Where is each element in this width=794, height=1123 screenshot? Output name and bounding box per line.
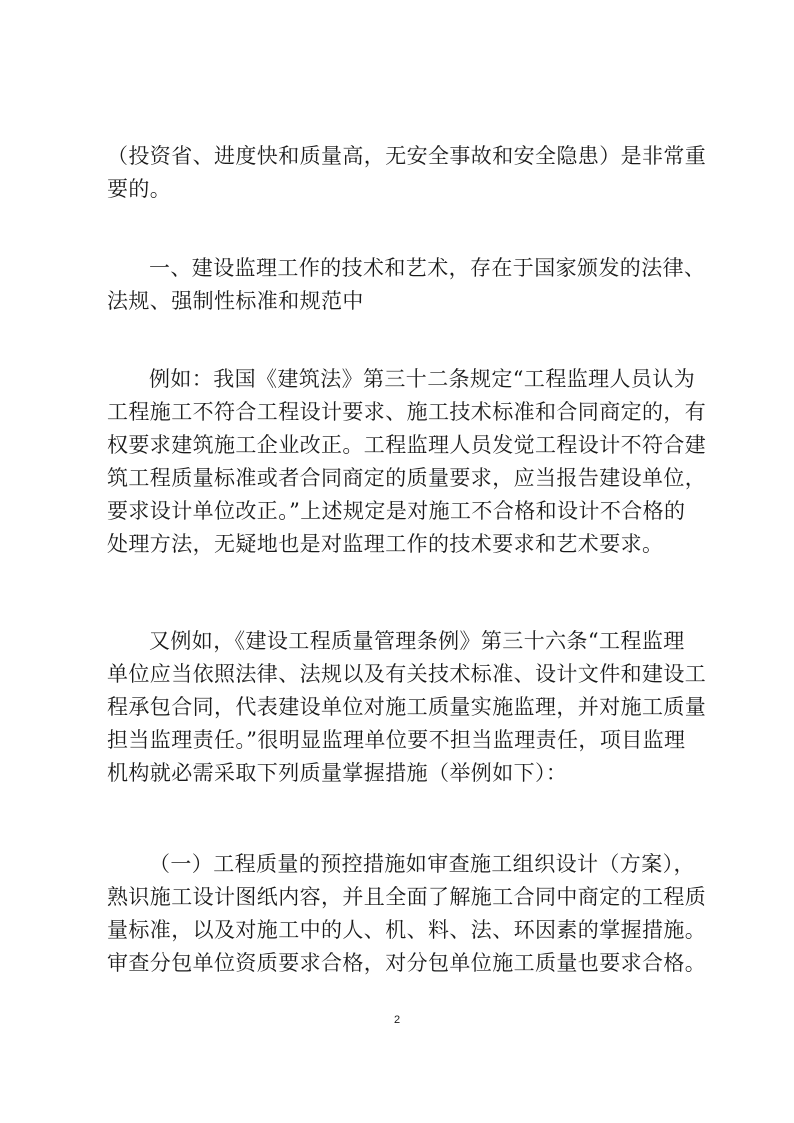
text-line: 一、建设监理工作的技术和艺术，存在于国家颁发的法律、 [149, 256, 706, 280]
paragraph-continuation [107, 140, 707, 206]
text-line: 审查分包单位资质要求合格，对分包单位施工质量也要求合格。 [107, 951, 707, 975]
text-line: 工程施工不符合工程设计要求、施工技术标准和合同商定的，有 [107, 400, 707, 424]
section-heading-1 [107, 252, 707, 318]
text-line: 例如：我国《建筑法》第三十二条规定“工程监理人员认为 [149, 367, 696, 391]
text-line: 熟识施工设计图纸内容，并且全面了解施工合同中商定的工程质 [107, 885, 707, 909]
text-line: 机构就必需采取下列质量掌握措施（举例如下）： [107, 761, 568, 785]
text-line: 要求设计单位改正。”上述规定是对施工不合格和设计不合格的 [107, 499, 686, 523]
text-line: 要的。 [107, 177, 172, 201]
paragraph-quality-precontrol [107, 848, 707, 980]
text-line: 又例如，《建设工程质量管理条例》第三十六条“工程监理 [149, 629, 685, 653]
text-line: 程承包合同，代表建设单位对施工质量实施监理，并对施工质量 [107, 695, 707, 719]
text-line: 量标准，以及对施工中的人、机、料、法、环因素的掌握措施。 [107, 918, 707, 942]
page-number: 2 [393, 1014, 401, 1026]
text-line: 权要求建筑施工企业改正。工程监理人员发觉工程设计不符合建 [107, 433, 707, 457]
paragraph-example-construction-law [107, 363, 707, 561]
text-line: 法规、强制性标准和规范中 [107, 289, 364, 313]
paragraph-example-quality-regulation [107, 625, 707, 790]
text-line: 处理方法，无疑地也是对监理工作的技术要求和艺术要求。 [107, 532, 664, 556]
text-line: 单位应当依照法律、法规以及有关技术标准、设计文件和建设工 [107, 662, 707, 686]
text-line: 筑工程质量标准或者合同商定的质量要求，应当报告建设单位， [107, 466, 707, 490]
text-line: 担当监理责任。”很明显监理单位要不担当监理责任，项目监理 [107, 728, 686, 752]
text-line: （投资省、进度快和质量高，无安全事故和安全隐患）是非常重 [107, 144, 707, 168]
text-line: （一）工程质量的预控措施如审查施工组织设计（方案）， [149, 852, 695, 876]
